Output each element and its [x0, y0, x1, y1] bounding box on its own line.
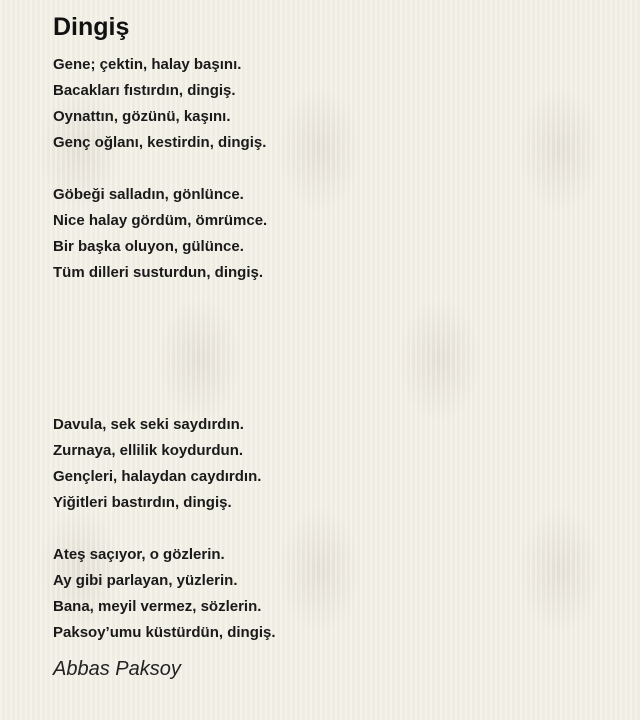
poem-line: Zurnaya, ellilik koydurdun.	[53, 442, 244, 459]
stanza-2	[53, 182, 613, 286]
poem-title: Dingiş	[53, 13, 130, 41]
poem-line: Bacakları fıstırdın, dingiş.	[53, 82, 236, 99]
poem-line: Paksoy’umu küstürdün, dingiş.	[53, 624, 276, 641]
poem-line: Genç oğlanı, kestirdin, dingiş.	[53, 134, 267, 151]
poem-author: Abbas Paksoy	[53, 658, 181, 680]
poem-page	[53, 12, 613, 682]
stanza-gap	[53, 516, 613, 542]
poem-line: Bir başka oluyon, gülünce.	[53, 238, 244, 255]
stanza-3	[53, 412, 613, 516]
poem-line: Ay gibi parlayan, yüzlerin.	[53, 572, 238, 589]
poem-line: Nice halay gördüm, ömrümce.	[53, 212, 268, 229]
stanza-4	[53, 542, 613, 646]
stanza-gap-large	[53, 286, 613, 412]
poem-line: Bana, meyil vermez, sözlerin.	[53, 598, 262, 615]
poem-line: Göbeği salladın, gönlünce.	[53, 186, 244, 203]
poem-line: Yiğitleri bastırdın, dingiş.	[53, 494, 232, 511]
poem-line: Ateş saçıyor, o gözlerin.	[53, 546, 225, 563]
poem-line: Gençleri, halaydan caydırdın.	[53, 468, 262, 485]
poem-line: Oynattın, gözünü, kaşını.	[53, 108, 231, 125]
poem-line: Gene; çektin, halay başını.	[53, 56, 242, 73]
poem-line: Tüm dilleri susturdun, dingiş.	[53, 264, 264, 281]
stanza-1	[53, 52, 613, 156]
stanza-gap	[53, 156, 613, 182]
poem-line: Davula, sek seki saydırdın.	[53, 416, 244, 433]
